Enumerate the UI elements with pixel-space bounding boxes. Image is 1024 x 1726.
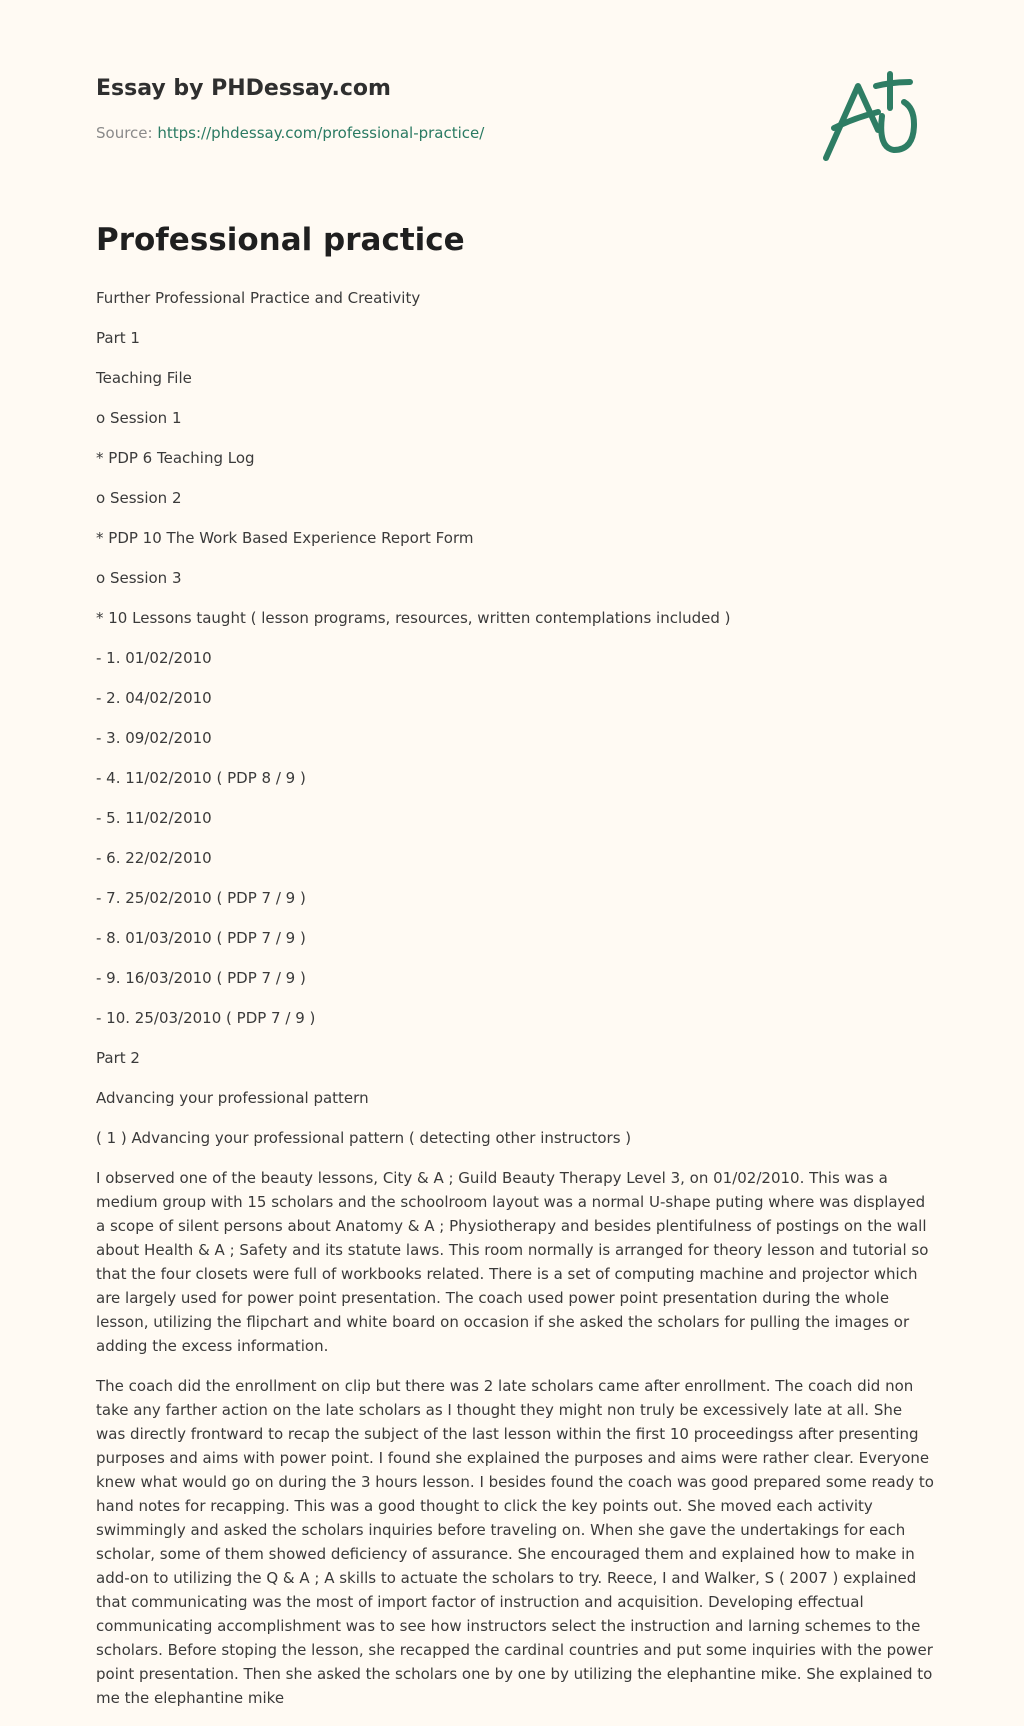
outline-line: * PDP 10 The Work Based Experience Report Form: [96, 529, 474, 547]
outline-line: - 9. 16/03/2010 ( PDP 7 / 9 ): [96, 969, 306, 987]
a-plus-logo-icon: [818, 68, 928, 168]
essay-body: [96, 286, 934, 1726]
outline-line: o Session 3: [96, 569, 182, 587]
paragraph-2: The coach did the enrollment on clip but there was 2 late scholars came after enrollment. The coach did non take any farther action on the late scholars as I thought they might non truly be excessively late at all. She was directly frontward to recap the subject of the last lesson within the first 10 proceedingss after presenting purposes and aims with power point. I found she explained the purposes and aims were rather clear. Everyone knew what would go on during the 3 hours lesson. I besides found the coach was good prepared some ready to hand notes for recapping. This was a good thought to click the key points out. She moved each activity swimmingly and asked the scholars inquiries before traveling on. When she gave the undertakings for each scholar, some of them showed deficiency of assurance. She encouraged them and explained how to make in add-on to utilizing the Q & A ; A skills to actuate the scholars to try. Reece, I and Walker, S ( 2007 ) explained that communicating was the most of import factor of instruction and acquisition. Developing effectual communicating accomplishment was to see how instructors select the instruction and larning schemes to the scholars. Before stoping the lesson, she recapped the cardinal countries and put some inquiries with the power point presentation. Then she asked the scholars one by one by utilizing the elephantine mike. She explained to me the elephantine mike: [96, 1377, 934, 1707]
outline-line: o Session 1: [96, 409, 182, 427]
outline-line: - 7. 25/02/2010 ( PDP 7 / 9 ): [96, 889, 306, 907]
outline-line: - 3. 09/02/2010: [96, 729, 212, 747]
outline-line: Part 2: [96, 1049, 140, 1067]
outline-line: ( 1 ) Advancing your professional pattern ( detecting other instructors ): [96, 1129, 632, 1147]
outline-line: * 10 Lessons taught ( lesson programs, resources, written contemplations included ): [96, 609, 731, 627]
outline-line: Further Professional Practice and Creativity: [96, 289, 421, 307]
outline-line: Advancing your professional pattern: [96, 1089, 369, 1107]
outline-line: - 2. 04/02/2010: [96, 689, 212, 707]
outline-line: o Session 2: [96, 489, 182, 507]
outline-line: - 4. 11/02/2010 ( PDP 8 / 9 ): [96, 769, 306, 787]
source-line: [96, 124, 484, 142]
outline-line: Part 1: [96, 329, 140, 347]
outline-line: - 6. 22/02/2010: [96, 849, 212, 867]
source-link[interactable]: https://phdessay.com/professional-practice/: [157, 124, 485, 142]
outline-line: - 1. 01/02/2010: [96, 649, 212, 667]
paragraph-1: I observed one of the beauty lessons, City & A ; Guild Beauty Therapy Level 3, on 01/02/2010. This was a medium group with 15 scholars and the schoolroom layout was a normal U-shape puting where was displayed a scope of silent persons about Anatomy & A ; Physiotherapy and besides plentifulness of postings on the wall about Health & A ; Safety and its statute laws. This room normally is arranged for theory lesson and tutorial so that the four closets were full of workbooks related. There is a set of computing machine and projector which are largely used for power point presentation. The coach used power point presentation during the whole lesson, utilizing the flipchart and white board on occasion if she asked the scholars for pulling the images or adding the excess information.: [96, 1169, 929, 1355]
outline-line: - 5. 11/02/2010: [96, 809, 212, 827]
outline-line: Teaching File: [96, 369, 192, 387]
brand-title: Essay by PHDessay.com: [96, 76, 391, 101]
outline-list: [96, 286, 934, 1150]
outline-line: - 10. 25/03/2010 ( PDP 7 / 9 ): [96, 1009, 316, 1027]
outline-line: - 8. 01/03/2010 ( PDP 7 / 9 ): [96, 929, 306, 947]
page-title: Professional practice: [96, 222, 465, 258]
outline-line: * PDP 6 Teaching Log: [96, 449, 255, 467]
source-label: Source:: [96, 124, 153, 142]
